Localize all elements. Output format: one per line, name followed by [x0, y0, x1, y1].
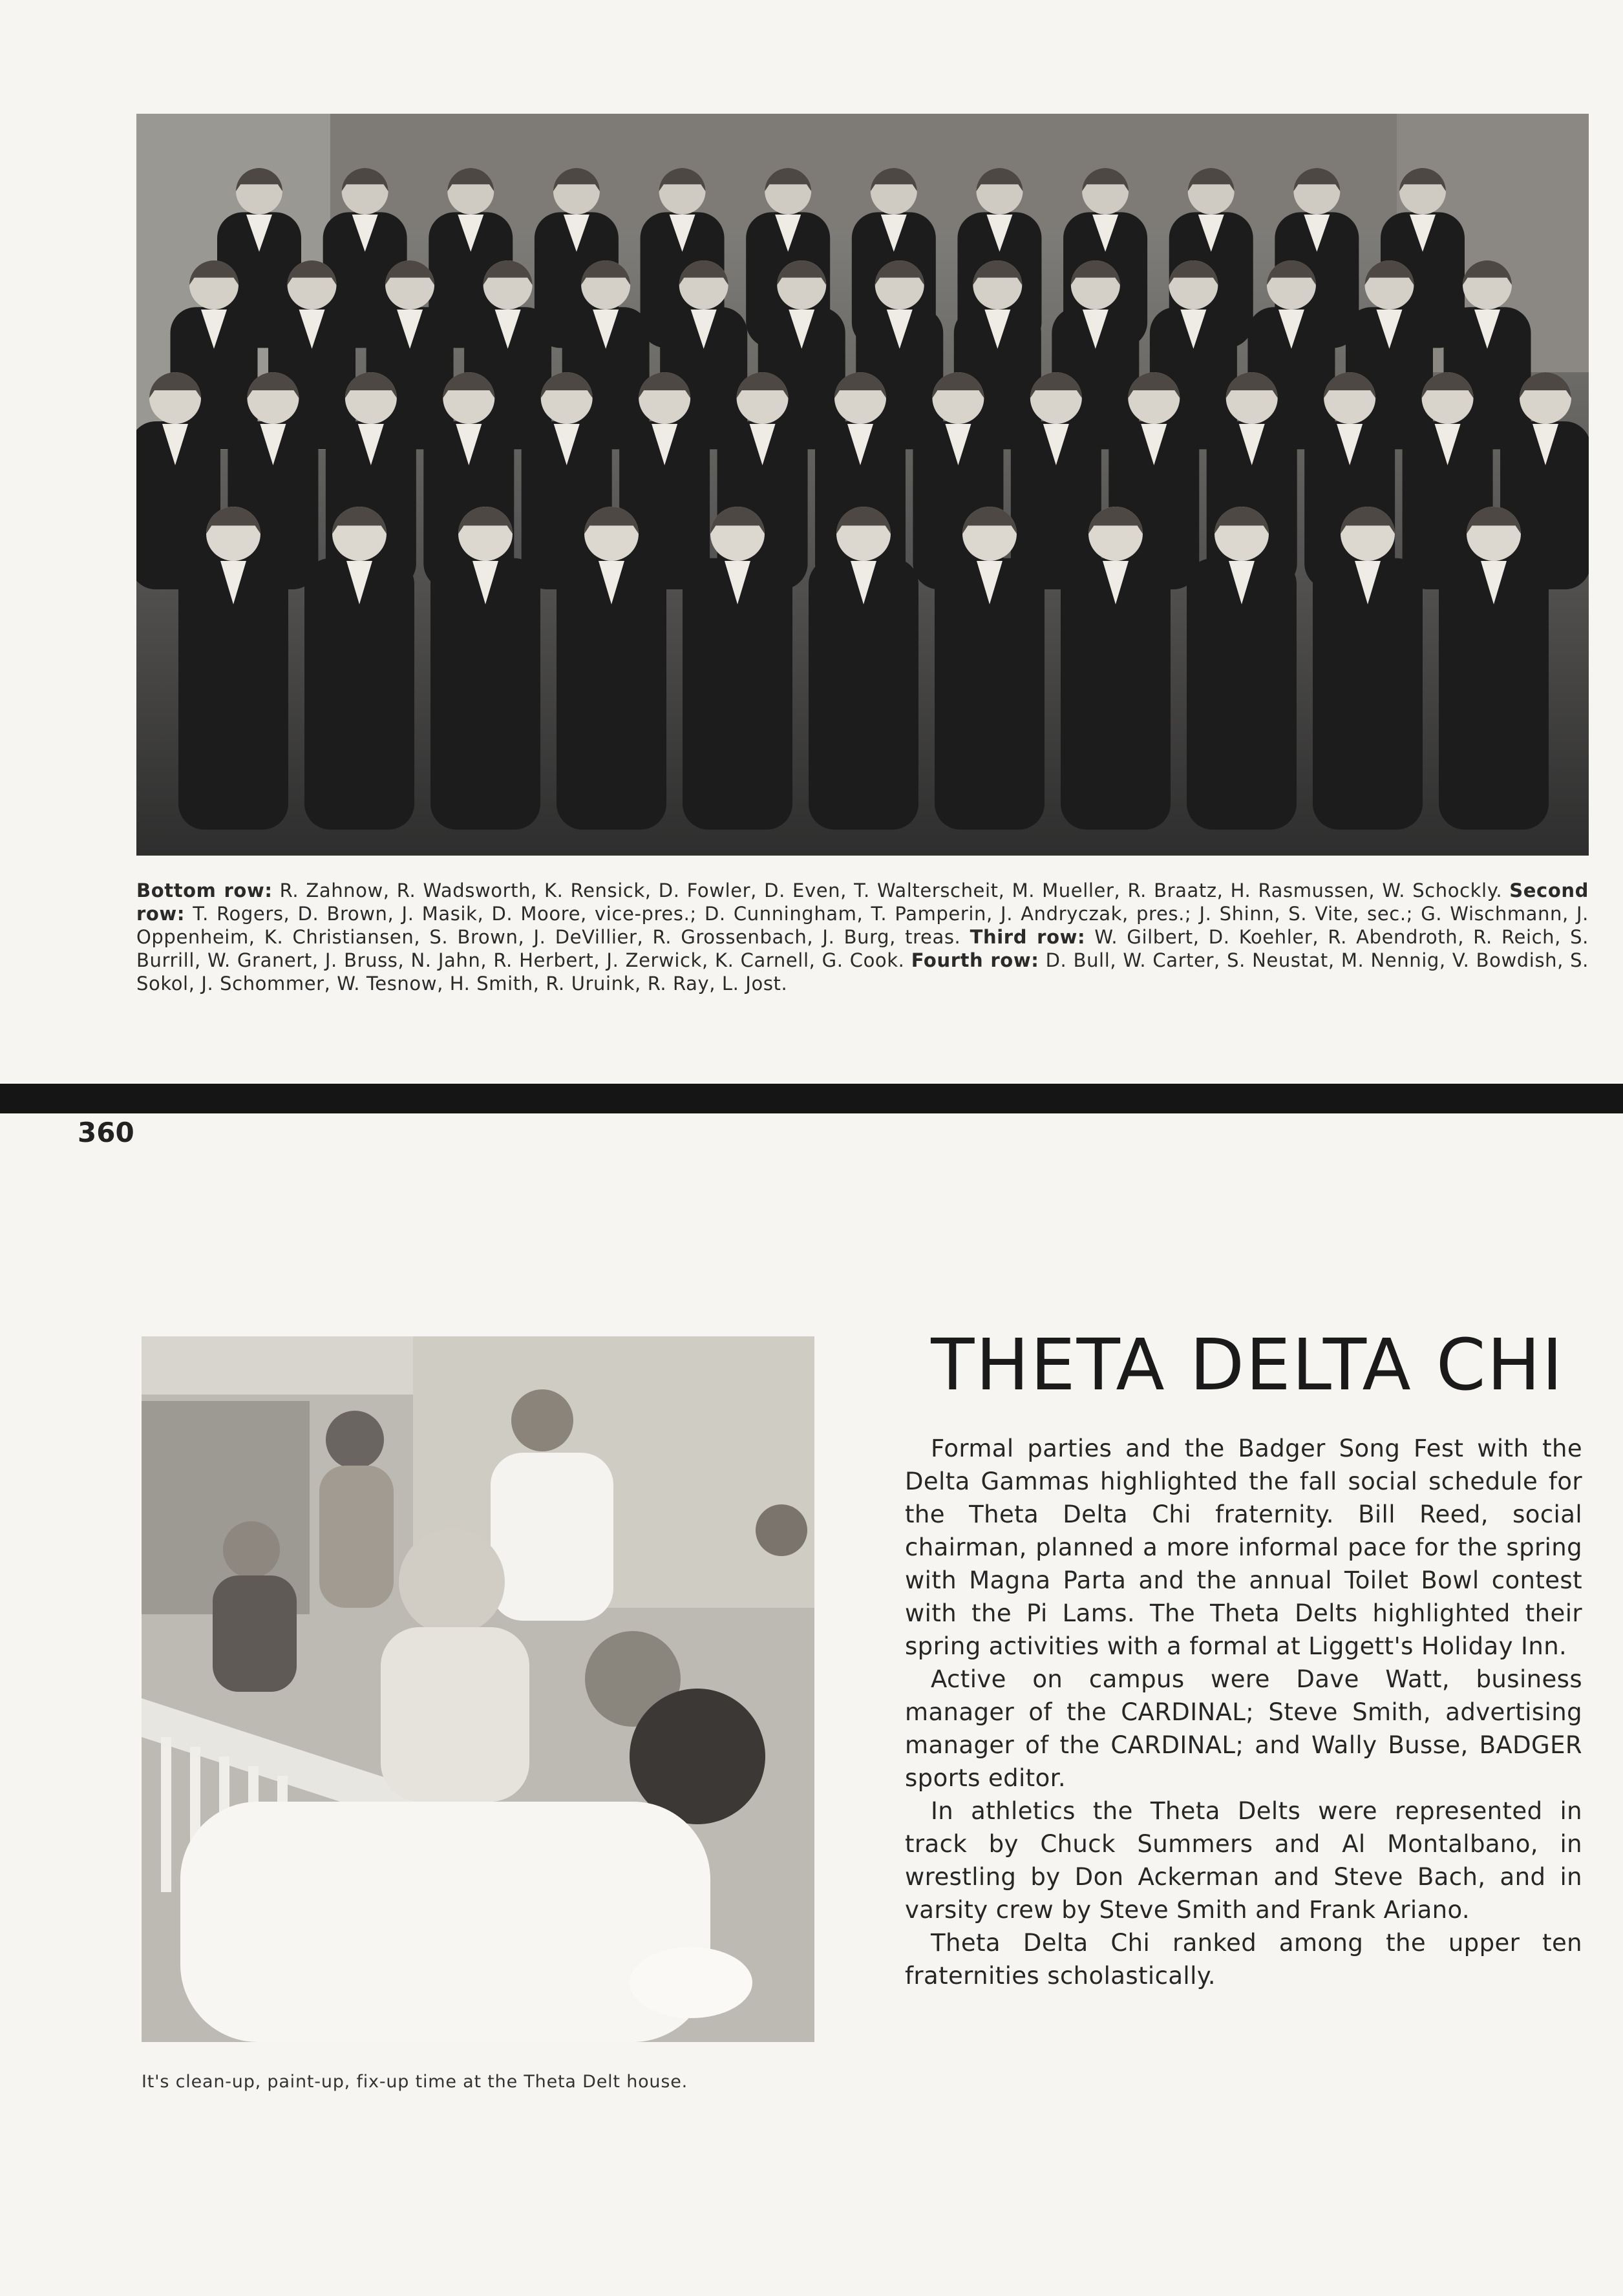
caption-row-names: R. Zahnow, R. Wadsworth, K. Rensick, D. Fowler, D. Even, T. Walterscheit, M. Mueller, R. Braatz, H. Rasmussen, W. Schockly. [272, 879, 1510, 901]
caption-row-label: Third row: [970, 926, 1086, 948]
candid-photo-image [142, 1336, 814, 2042]
caption-row-names: T. Rogers, D. Brown, J. Masik, D. Moore, vice-pres.; D. Cunningham, T. Pamperin, J. Andryczak, pres.; J. Shinn, S. Vite, sec.; G. Wischmann, J. Oppenheim, K. Christiansen, S. Brown, J. DeVillier, R. Grossenbach, J. Burg, treas. [136, 903, 1589, 948]
group-photo [136, 114, 1589, 856]
candid-photo [142, 1336, 814, 2042]
caption-row-names: D. Bull, W. Carter, S. Neustat, M. Nennig, V. Bowdish, S. Sokol, J. Schommer, W. Tesnow, H. Smith, R. Uruink, R. Ray, L. Jost. [136, 949, 1589, 995]
article-title: THETA DELTA CHI [931, 1323, 1564, 1406]
article-paragraph: Formal parties and the Badger Song Fest with the Delta Gammas highlighted the fall social schedule for the Theta Delta Chi fraternity. Bill Reed, social chairman, planned a more informal pace for the spring with Magna Parta and the annual Toilet Bowl contest with the Pi Lams. The Theta Delts highlighted their spring activities with a formal at Liggett's Holiday Inn. [905, 1435, 1582, 1660]
article-body [905, 1432, 1582, 1992]
group-photo-caption [136, 879, 1589, 995]
caption-row-names: W. Gilbert, D. Koehler, R. Abendroth, R. Reich, S. Burrill, W. Granert, J. Bruss, N. Jahn, R. Herbert, J. Zerwick, K. Carnell, G. Cook. [136, 926, 1589, 971]
candid-photo-caption: It's clean-up, paint-up, fix-up time at the Theta Delt house. [142, 2072, 688, 2092]
caption-row-label: Second row: [136, 879, 1589, 925]
page-number: 360 [78, 1117, 134, 1148]
page-divider-bar [0, 1084, 1623, 1113]
article-paragraph: Active on campus were Dave Watt, business manager of the CARDINAL; Steve Smith, advertising manager of the CARDINAL; and Wally Busse, BADGER sports editor. [905, 1665, 1582, 1792]
caption-row-label: Bottom row: [136, 879, 273, 901]
article-paragraph: Theta Delta Chi ranked among the upper ten fraternities scholastically. [905, 1929, 1582, 1990]
caption-row-label: Fourth row: [911, 949, 1039, 971]
group-photo-image [136, 114, 1589, 856]
article-paragraph: In athletics the Theta Delts were represented in track by Chuck Summers and Al Montalbano, in wrestling by Don Ackerman and Steve Bach, and in varsity crew by Steve Smith and Frank Ariano. [905, 1797, 1582, 1924]
